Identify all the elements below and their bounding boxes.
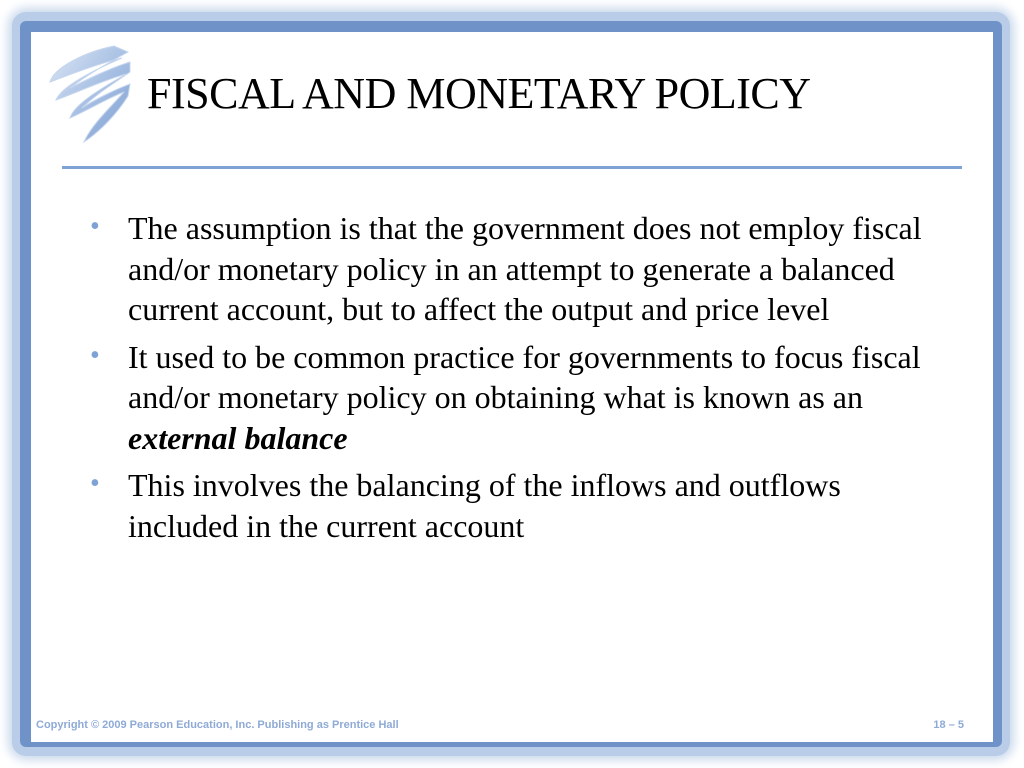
bullet-text: It used to be common practice for governments to focus fiscal and/or monetary policy on obtaining what is known as an	[128, 338, 921, 415]
slide-number: 18 – 5	[933, 719, 964, 731]
bullet-item	[88, 208, 948, 330]
bullet-icon: •	[90, 468, 100, 499]
emphasized-term: external balance	[128, 419, 348, 456]
copyright-notice: Copyright © 2009 Pearson Education, Inc. Publishing as Prentice Hall	[36, 719, 399, 731]
bullet-list	[88, 208, 948, 553]
bullet-item	[88, 337, 948, 459]
bullet-item	[88, 465, 948, 546]
swirl-logo-icon	[44, 38, 134, 150]
bullet-icon: •	[90, 339, 100, 371]
bullet-text: This involves the balancing of the inflows and outflows included in the current account	[128, 467, 841, 544]
bullet-text: The assumption is that the government does not employ fiscal and/or monetary policy in an attempt to generate a balanced current account, but to affect the output and price level	[128, 210, 922, 327]
page-title: FISCAL AND MONETARY POLICY	[147, 69, 811, 118]
title-divider	[62, 166, 962, 169]
bullet-icon: •	[90, 211, 100, 242]
